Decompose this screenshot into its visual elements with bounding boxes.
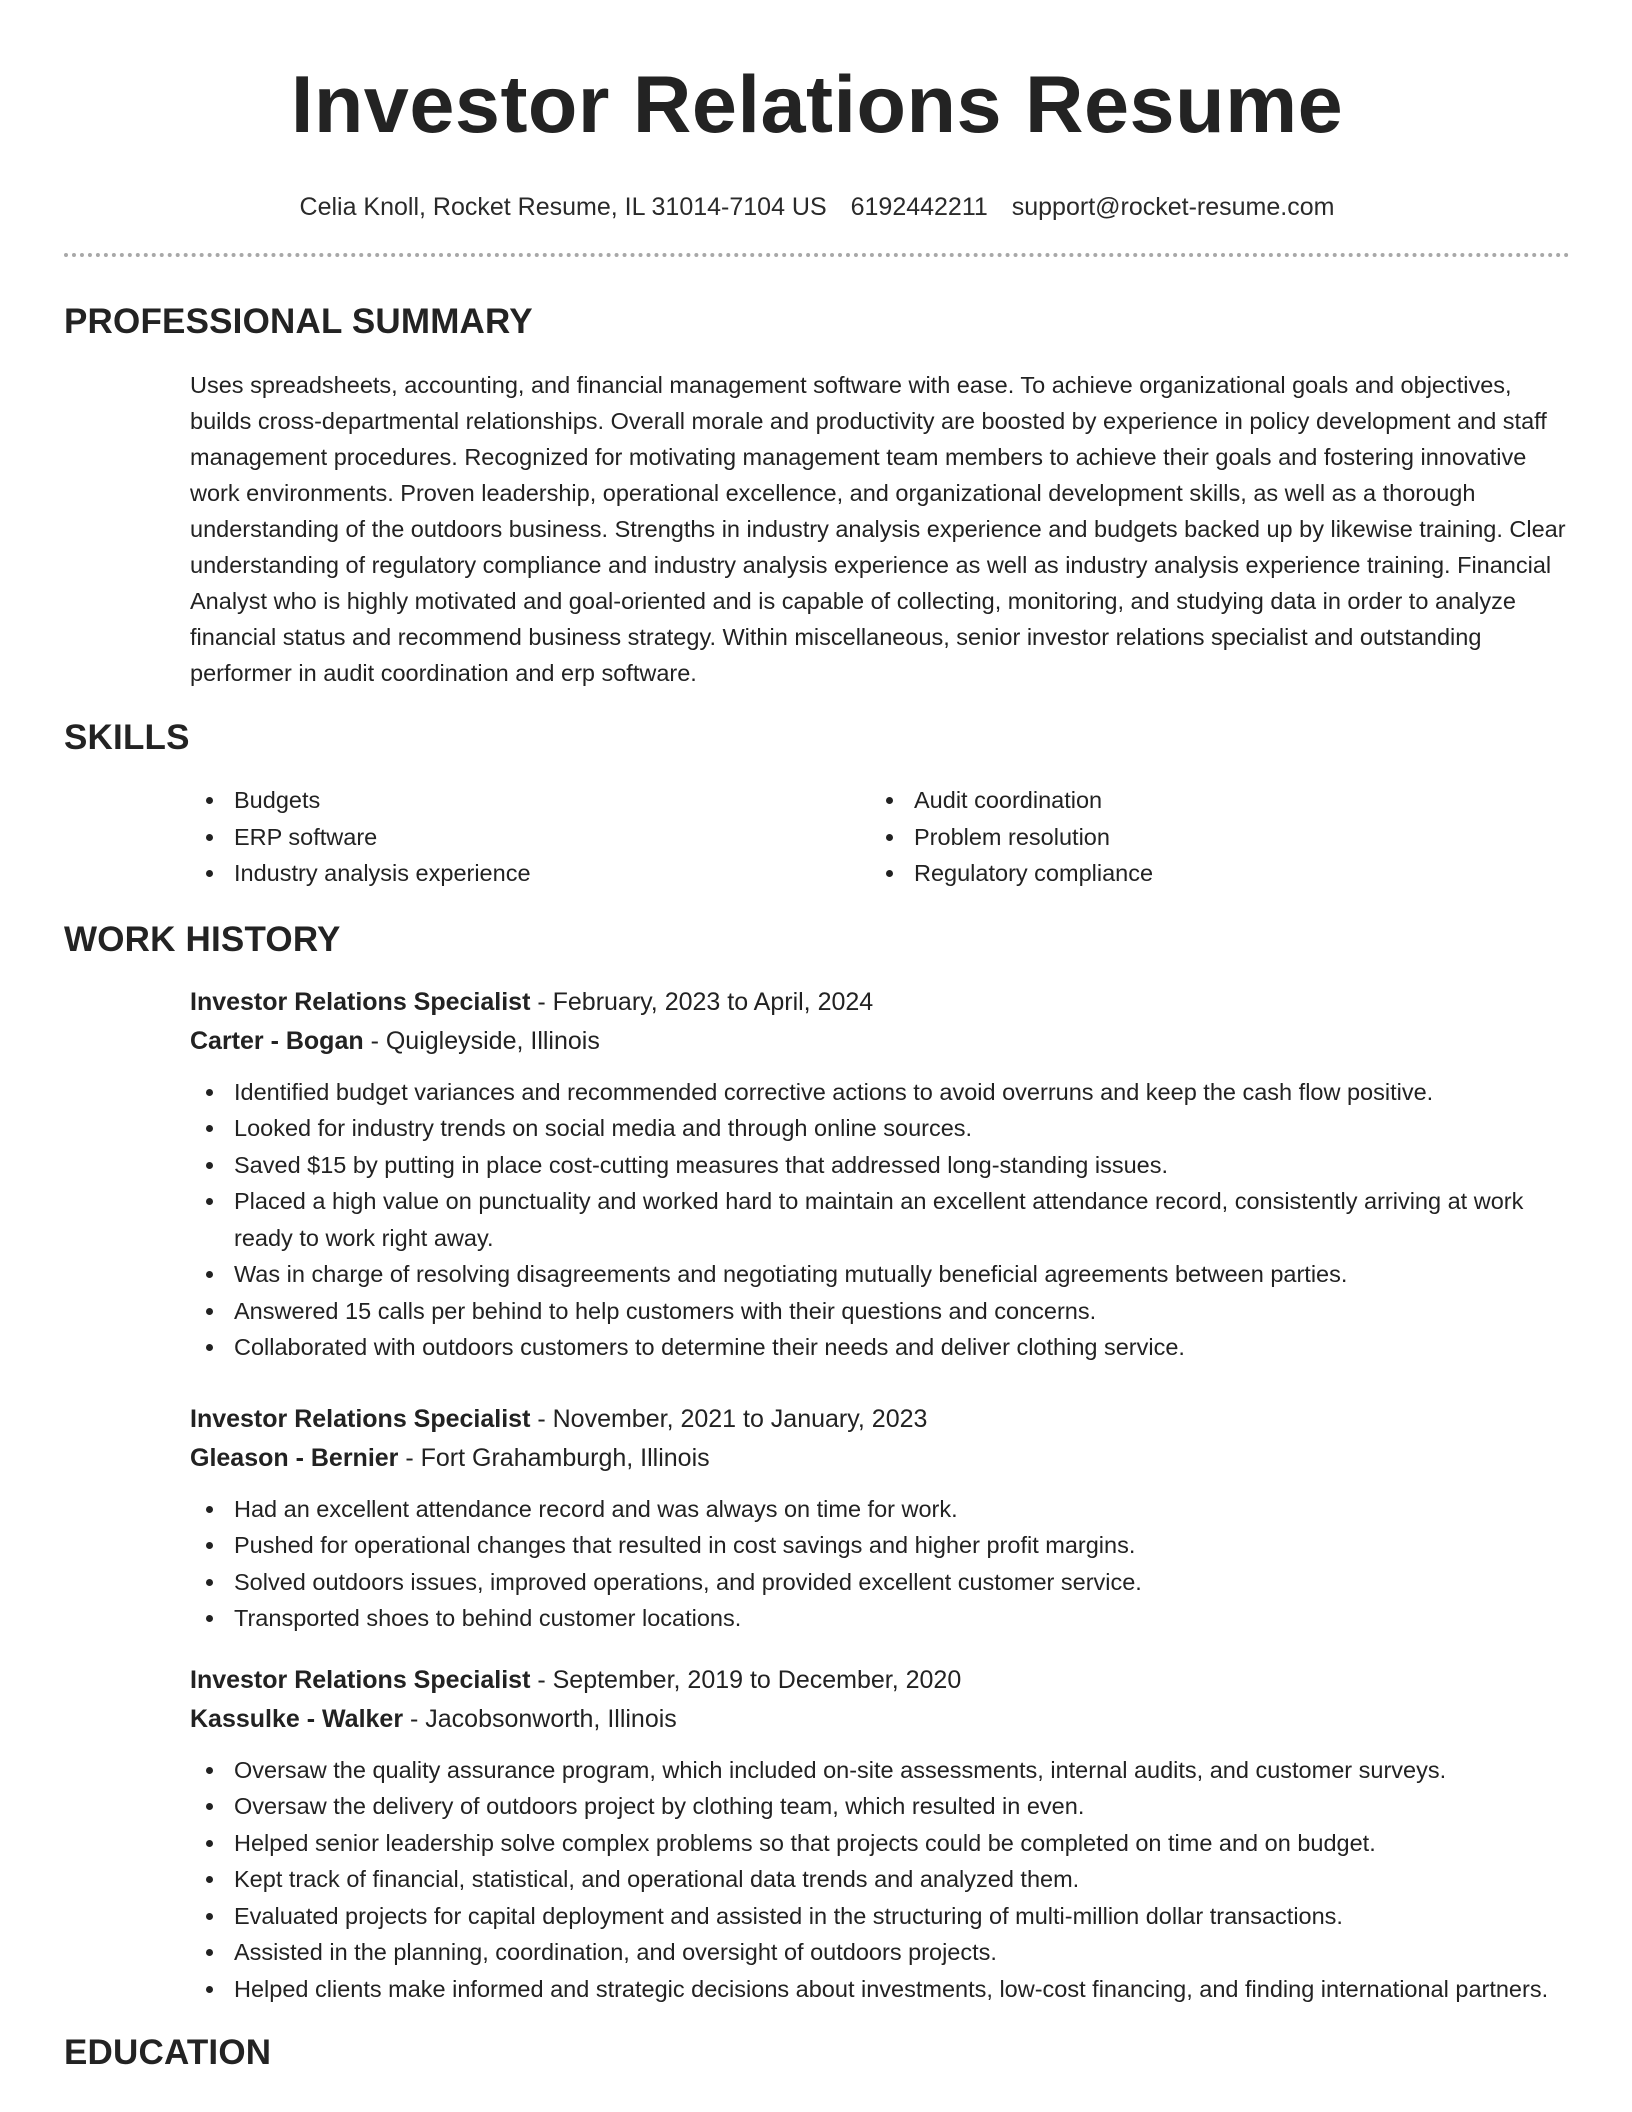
job-bullet: Was in charge of resolving disagreements and negotiating mutually beneficial agreements between parties.	[190, 1256, 1570, 1293]
job-bullet: Identified budget variances and recommended corrective actions to avoid overruns and keep the cash flow positive.	[190, 1074, 1570, 1111]
job-title: Investor Relations Specialist	[190, 987, 531, 1016]
job-location: - Fort Grahamburgh, Illinois	[398, 1443, 710, 1472]
education-section	[64, 2031, 1570, 2075]
job-bullet: Looked for industry trends on social media and through online sources.	[190, 1110, 1570, 1147]
job-dates: - November, 2021 to January, 2023	[530, 1404, 928, 1433]
job-bullet: Answered 15 calls per behind to help customers with their questions and concerns.	[190, 1293, 1570, 1330]
job-entry	[190, 1400, 1570, 1637]
job-bullet: Had an excellent attendance record and was always on time for work.	[190, 1491, 1570, 1528]
job-entry	[190, 983, 1570, 1366]
contact-line	[64, 191, 1570, 223]
education-heading: EDUCATION	[64, 2033, 272, 2072]
job-company: Kassulke - Walker	[190, 1704, 404, 1733]
header-divider	[64, 253, 1570, 257]
job-bullets	[190, 1074, 1570, 1366]
job-company: Carter - Bogan	[190, 1026, 364, 1055]
job-title-line	[190, 1661, 1570, 1700]
job-company: Gleason - Bernier	[190, 1443, 399, 1472]
job-company-line	[190, 1439, 1570, 1478]
page-title: Investor Relations Resume	[290, 60, 1344, 150]
job-bullet: Transported shoes to behind customer locations.	[190, 1600, 1570, 1637]
skills-heading: SKILLS	[64, 718, 190, 757]
work-heading: WORK HISTORY	[64, 919, 341, 959]
contact-phone: 6192442211	[850, 193, 988, 221]
job-company-line	[190, 1022, 1570, 1061]
job-bullet: Collaborated with outdoors customers to determine their needs and deliver clothing service.	[190, 1329, 1570, 1366]
job-bullet: Assisted in the planning, coordination, and oversight of outdoors projects.	[190, 1934, 1570, 1971]
job-bullet: Kept track of financial, statistical, and operational data trends and analyzed them.	[190, 1861, 1570, 1898]
job-dates: - September, 2019 to December, 2020	[530, 1665, 962, 1694]
resume-page	[64, 0, 1570, 2075]
job-dates: - February, 2023 to April, 2024	[530, 987, 874, 1016]
summary-text: Uses spreadsheets, accounting, and financial management software with ease. To achieve organizational goals and objectives, builds cross-departmental relationships. Overall morale and productivity are boosted by experience in policy development and staff management procedures. Recognized for motivating management team members to achieve their goals and fostering innovative work environments. Proven leadership, operational excellence, and organizational development skills, as well as a thorough understanding of the outdoors business. Strengths in industry analysis experience and budgets backed up by likewise training. Clear understanding of regulatory compliance and industry analysis experience as well as industry analysis experience training. Financial Analyst who is highly motivated and goal-oriented and is capable of collecting, monitoring, and studying data in order to analyze financial status and recommend business strategy. Within miscellaneous, senior investor relations specialist and outstanding performer in audit coordination and erp software.	[190, 372, 1566, 686]
contact-address: Celia Knoll, Rocket Resume, IL 31014-7104 US	[299, 193, 827, 221]
job-entry	[190, 1661, 1570, 2008]
job-company-line	[190, 1700, 1570, 1739]
job-title-line	[190, 1400, 1570, 1439]
job-bullet: Solved outdoors issues, improved operations, and provided excellent customer service.	[190, 1564, 1570, 1601]
job-bullet: Oversaw the quality assurance program, which included on-site assessments, internal audits, and customer surveys.	[190, 1752, 1570, 1789]
skills-column-left	[190, 782, 870, 892]
job-location: - Quigleyside, Illinois	[363, 1026, 600, 1055]
summary-heading: PROFESSIONAL SUMMARY	[64, 302, 533, 341]
job-bullet: Evaluated projects for capital deployment and assisted in the structuring of multi-million dollar transactions.	[190, 1898, 1570, 1935]
contact-email: support@rocket-resume.com	[1011, 193, 1335, 221]
work-section	[64, 918, 1570, 2008]
skills-column-right	[870, 782, 1550, 892]
skill-item: Budgets	[190, 782, 870, 819]
skill-item: ERP software	[190, 819, 870, 856]
job-bullet: Oversaw the delivery of outdoors project by clothing team, which resulted in even.	[190, 1788, 1570, 1825]
job-bullet: Saved $15 by putting in place cost-cutting measures that addressed long-standing issues.	[190, 1147, 1570, 1184]
job-bullets	[190, 1752, 1570, 2008]
job-bullet: Placed a high value on punctuality and worked hard to maintain an excellent attendance record, consistently arriving at work ready to work right away.	[190, 1183, 1570, 1256]
skill-item: Audit coordination	[870, 782, 1550, 819]
job-bullet: Pushed for operational changes that resulted in cost savings and higher profit margins.	[190, 1527, 1570, 1564]
skill-item: Problem resolution	[870, 819, 1550, 856]
skills-grid	[190, 782, 1570, 892]
skill-item: Industry analysis experience	[190, 855, 870, 892]
job-location: - Jacobsonworth, Illinois	[403, 1704, 677, 1733]
job-title: Investor Relations Specialist	[190, 1665, 531, 1694]
skill-item: Regulatory compliance	[870, 855, 1550, 892]
job-bullet: Helped senior leadership solve complex problems so that projects could be completed on time and on budget.	[190, 1825, 1570, 1862]
job-bullets	[190, 1491, 1570, 1637]
job-title: Investor Relations Specialist	[190, 1404, 531, 1433]
summary-section	[64, 300, 1570, 691]
skills-section	[64, 716, 1570, 892]
job-title-line	[190, 983, 1570, 1022]
job-bullet: Helped clients make informed and strategic decisions about investments, low-cost financing, and finding international partners.	[190, 1971, 1570, 2008]
